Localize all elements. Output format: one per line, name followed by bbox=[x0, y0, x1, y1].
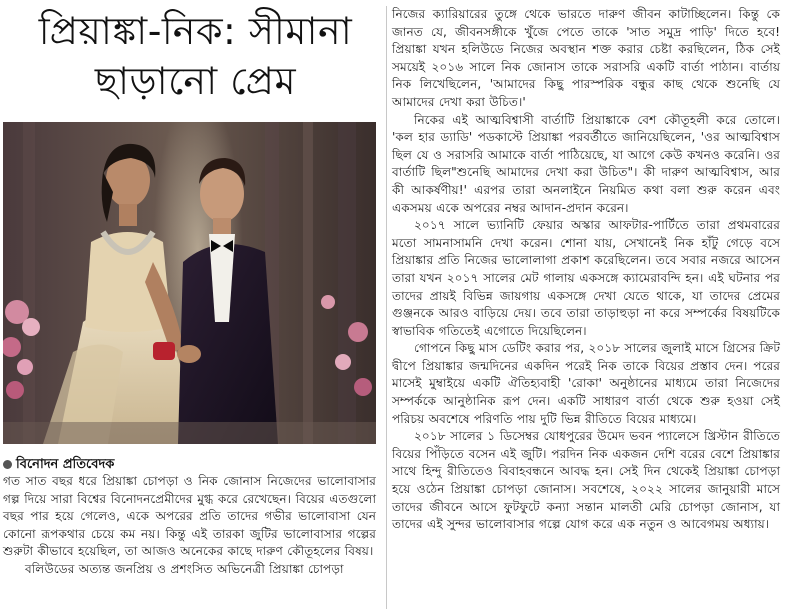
headline-line-2: ছাড়ানো প্রেম bbox=[94, 59, 297, 103]
paragraph: নিজের ক্যারিয়ারের তুঙ্গে থেকে ভারতে দারুণ জীবন কাটাচ্ছিলেন। কিন্তু কে জানত যে, জীবনসঙ্গীকে খুঁজে পেতে তাকে 'সাত সমুদ্র পাড়ি' দিতে হবে! প্রিয়াঙ্কা যখন হলিউডে নিজের অবস্থান শক্ত করার চেষ্টা করছিলেন, ঠিক সেই সময়েই ২০১৬ সালে নিক জোনাস তাকে সরাসরি একটি বার্তা পাঠান। বার্তায় নিক লিখেছিলেন, 'আমাদের কিছু পারস্পরিক বন্ধুর কাছ থেকে শুনেছি যে আমাদের দেখা করা উচিত।' bbox=[392, 7, 780, 109]
bullet-icon bbox=[3, 460, 12, 469]
paragraph: নিকের এই আত্মবিশ্বাসী বার্তাটি প্রিয়াঙ্কাকে বেশ কৌতূহলী করে তোলে। 'কল হার ড্যাডি' পডকাস্টে প্রিয়াঙ্কা পরবর্তীতে জানিয়েছিলেন, 'ওর আত্মবিশ্বাস ছিল যে ও সরাসরি আমাকে বার্তা পাঠিয়েছে, যা আগে কেউ কখনও করেনি। ওর বার্তাটি ছিল"শুনেছি আমাদের দেখা করা উচিত"। কী দারুণ আত্মবিশ্বাস, আর কী আকর্ষণীয়!' এরপর তারা অনলাইনে নিয়মিত কথা বলা শুরু করেন এবং একসময় একে অপরের নম্বর আদান-প্রদান করেন। bbox=[392, 112, 780, 215]
headline bbox=[8, 6, 383, 106]
left-body-text bbox=[3, 473, 376, 579]
paragraph: ২০১৮ সালের ১ ডিসেম্বর যোধপুরের উমেদ ভবন প্যালেসে খ্রিস্টান রীতিতে বিয়ের পিঁড়িতে বসেন এই জুটি। পরদিন নিক একজন দেশি বরের বেশে প্রিয়াঙ্কার সাথে হিন্দু রীতিতেও বিবাহবন্ধনে আবদ্ধ হন। সেই দিন থেকেই প্রিয়াঙ্কা চোপড়া হয়ে ওঠেন প্রিয়াঙ্কা চোপড়া জোনাস। সবশেষে, ২০২২ সালের জানুয়ারী মাসে তাদের জীবনে আসে ফুটফুটে কন্যা সন্তান মালতী মেরি চোপড়া জোনাস, যা তাদের এই সুন্দর ভালোবাসার গল্পে যোগ করে এক নতুন ও আবেগময় অধ্যায়। bbox=[392, 429, 780, 532]
paragraph: গত সাত বছর ধরে প্রিয়াঙ্কা চোপড়া ও নিক জোনাস নিজেদের ভালোবাসার গল্প দিয়ে সারা বিশ্বের বিনোদনপ্রেমীদের মুগ্ধ করে রেখেছেন। বিয়ের এতগুলো বছর পার হয়ে গেলেও, একে অপরের প্রতি তাদের গভীর ভালোবাসা যেন কোনো রূপকথার চেয়ে কম নয়। কিন্তু এই তারকা জুটির ভালোবাসার গল্পের শুরুটা কীভাবে হয়েছিল, তা আজও অনেকের কাছে দারুণ কৌতূহলের বিষয়। bbox=[3, 474, 376, 559]
paragraph: ২০১৭ সালে ভ্যানিটি ফেয়ার অস্কার আফটার-পার্টিতে তারা প্রথমবারের মতো সামনাসামনি দেখা করেন। শোনা যায়, সেখানেই নিক হাঁটু গেড়ে বসে প্রিয়াঙ্কার প্রতি নিজের ভালোলাগা প্রকাশ করেছিলেন। তবে সবার নজরে আসেন তারা যখন ২০১৭ সালের মেট গালায় একসঙ্গে ক্যামেরাবন্দি হন। এই ঘটনার পর তাদের প্রায়ই বিভিন্ন জায়গায় একসঙ্গে দেখা যেতে থাকে, যা তাদের প্রেমের গুঞ্জনকে আরও বাড়িয়ে দেয়। তবে তারা তাড়াহুড়া না করে সম্পর্কের বিষয়টিকে স্বাভাবিক গতিতেই এগোতে দিয়েছিলেন। bbox=[392, 218, 780, 338]
byline bbox=[3, 456, 375, 473]
byline-text: বিনোদন প্রতিবেদক bbox=[16, 457, 115, 472]
paragraph: গোপনে কিছু মাস ডেটিং করার পর, ২০১৮ সালের জুলাই মাসে গ্রিসের ক্রিট দ্বীপে প্রিয়াঙ্কার জন্মদিনের একদিন পরেই নিক তাকে বিয়ের প্রস্তাব দেন। পরের মাসেই মুম্বাইয়ে একটি ঐতিহ্যবাহী 'রোকা' অনুষ্ঠানের মাধ্যমে তারা নিজেদের সম্পর্ককে আনুষ্ঠানিক রূপ দেন। একটি সাধারণ বার্তা থেকে শুরু হওয়া সেই পরিচয় অবশেষে পরিণতি পায় দুটি ভিন্ন রীতিতে বিয়ের মাধ্যমে। bbox=[392, 341, 781, 426]
headline-line-1: প্রিয়াঙ্কা-নিক: সীমানা bbox=[38, 9, 353, 53]
couple-photo bbox=[3, 122, 376, 444]
right-column-body-text bbox=[392, 6, 780, 611]
paragraph: বলিউডের অত্যন্ত জনপ্রিয় ও প্রশংসিত অভিনেত্রী প্রিয়াঙ্কা চোপড়া bbox=[25, 561, 344, 576]
column-divider bbox=[386, 6, 387, 609]
